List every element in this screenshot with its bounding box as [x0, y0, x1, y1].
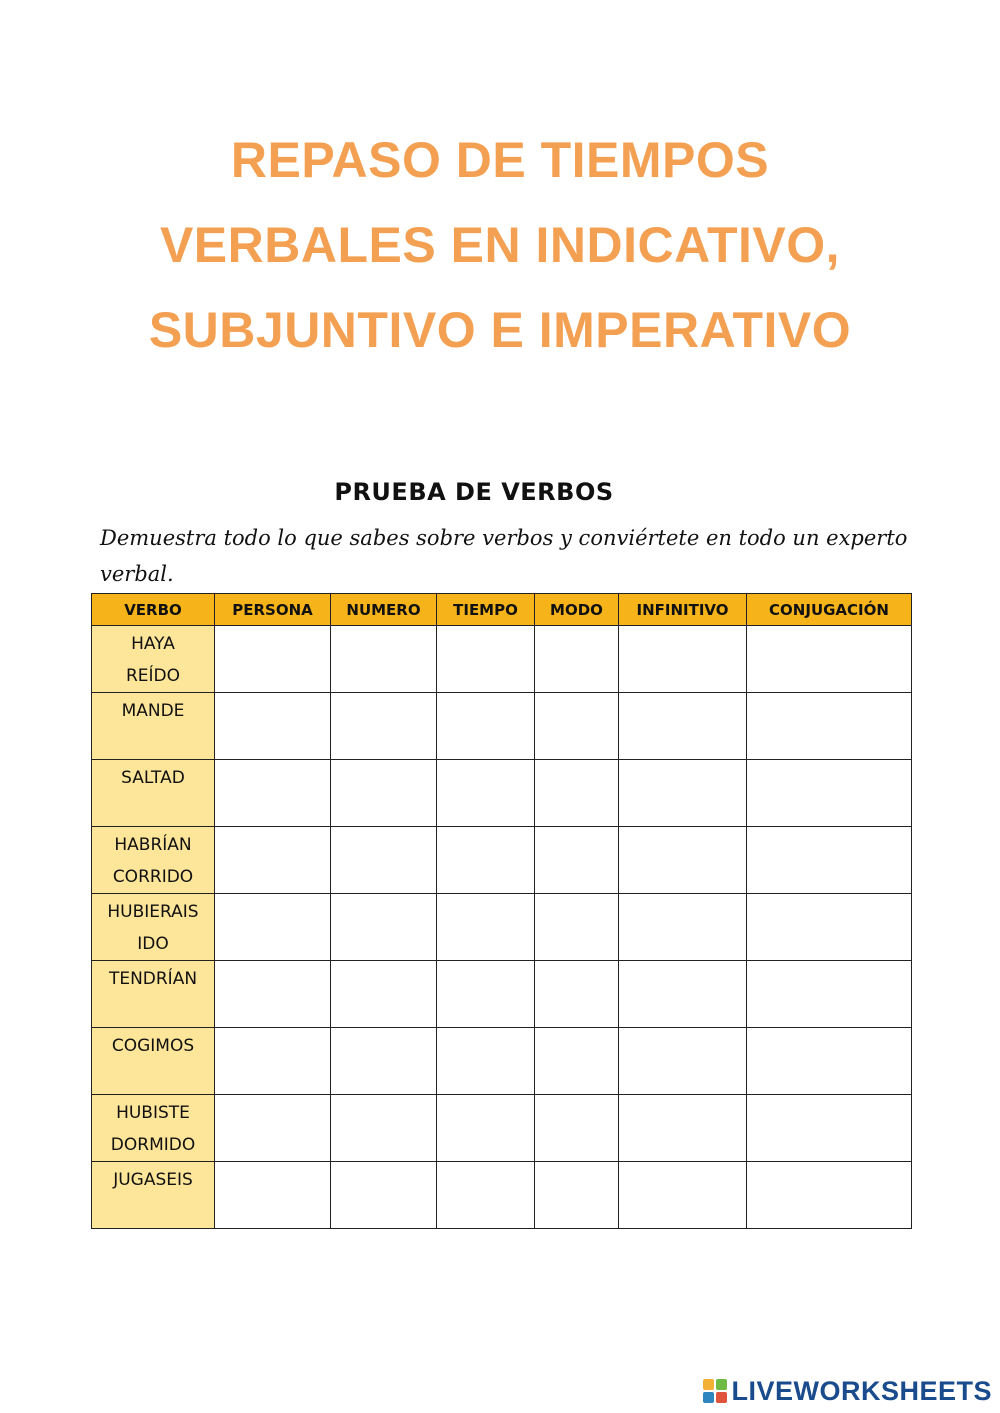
answer-cell-conjugacion[interactable]	[747, 827, 912, 894]
answer-cell-modo[interactable]	[535, 626, 619, 693]
answer-cell-infinitivo[interactable]	[619, 961, 747, 1028]
answer-cell-tiempo[interactable]	[437, 1162, 535, 1229]
table-row	[92, 894, 912, 961]
answer-cell-modo[interactable]	[535, 1162, 619, 1229]
answer-cell-numero[interactable]	[331, 760, 437, 827]
answer-cell-infinitivo[interactable]	[619, 1162, 747, 1229]
header-numero: NUMERO	[331, 594, 437, 626]
verb-text: JUGASEIS	[113, 1170, 193, 1190]
verb-text: HUBISTE	[116, 1103, 190, 1123]
answer-cell-tiempo[interactable]	[437, 760, 535, 827]
verb-cell	[92, 1095, 215, 1162]
logo-square	[716, 1392, 727, 1403]
verb-cell	[92, 1162, 215, 1229]
verb-cell	[92, 626, 215, 693]
answer-cell-persona[interactable]	[215, 760, 331, 827]
table-row	[92, 1028, 912, 1095]
answer-cell-modo[interactable]	[535, 894, 619, 961]
answer-cell-tiempo[interactable]	[437, 1095, 535, 1162]
verb-text: REÍDO	[125, 666, 181, 686]
answer-cell-persona[interactable]	[215, 693, 331, 760]
verb-cell	[92, 760, 215, 827]
verb-text: SALTAD	[121, 768, 185, 788]
title-line: VERBALES EN INDICATIVO,	[159, 217, 841, 273]
table-row	[92, 760, 912, 827]
answer-cell-persona[interactable]	[215, 1095, 331, 1162]
verb-text: CORRIDO	[112, 867, 194, 887]
verb-cell	[92, 1028, 215, 1095]
header-tiempo: TIEMPO	[437, 594, 535, 626]
answer-cell-persona[interactable]	[215, 1028, 331, 1095]
verb-text: IDO	[137, 934, 169, 954]
answer-cell-conjugacion[interactable]	[747, 760, 912, 827]
brand-name: LIVEWORKSHEETS	[731, 1375, 992, 1406]
answer-cell-modo[interactable]	[535, 1095, 619, 1162]
table-header-row	[92, 594, 912, 626]
verb-text: HAYA	[131, 634, 175, 654]
answer-cell-conjugacion[interactable]	[747, 1095, 912, 1162]
answer-cell-numero[interactable]	[331, 1162, 437, 1229]
answer-cell-conjugacion[interactable]	[747, 693, 912, 760]
answer-cell-persona[interactable]	[215, 1162, 331, 1229]
table-row	[92, 1162, 912, 1229]
answer-cell-infinitivo[interactable]	[619, 827, 747, 894]
table-row	[92, 827, 912, 894]
answer-cell-modo[interactable]	[535, 760, 619, 827]
answer-cell-modo[interactable]	[535, 827, 619, 894]
answer-cell-numero[interactable]	[331, 961, 437, 1028]
verb-text: MANDE	[121, 701, 185, 721]
logo-square	[703, 1392, 714, 1403]
answer-cell-infinitivo[interactable]	[619, 1028, 747, 1095]
answer-cell-tiempo[interactable]	[437, 894, 535, 961]
answer-cell-infinitivo[interactable]	[619, 1095, 747, 1162]
verb-text: HABRÍAN	[114, 835, 192, 855]
answer-cell-tiempo[interactable]	[437, 1028, 535, 1095]
answer-cell-conjugacion[interactable]	[747, 1162, 912, 1229]
answer-cell-infinitivo[interactable]	[619, 693, 747, 760]
table-row	[92, 1095, 912, 1162]
answer-cell-persona[interactable]	[215, 626, 331, 693]
verb-text: COGIMOS	[111, 1036, 195, 1056]
answer-cell-conjugacion[interactable]	[747, 626, 912, 693]
table-row	[92, 626, 912, 693]
title-line: SUBJUNTIVO E IMPERATIVO	[148, 302, 852, 358]
table-row	[92, 693, 912, 760]
verb-text: TENDRÍAN	[108, 969, 198, 989]
answer-cell-tiempo[interactable]	[437, 693, 535, 760]
answer-cell-modo[interactable]	[535, 961, 619, 1028]
answer-cell-numero[interactable]	[331, 1028, 437, 1095]
table-row	[92, 961, 912, 1028]
header-modo: MODO	[535, 594, 619, 626]
verb-cell	[92, 693, 215, 760]
answer-cell-tiempo[interactable]	[437, 626, 535, 693]
answer-cell-conjugacion[interactable]	[747, 1028, 912, 1095]
answer-cell-tiempo[interactable]	[437, 827, 535, 894]
answer-cell-numero[interactable]	[331, 894, 437, 961]
verb-text: HUBIERAIS	[107, 902, 199, 922]
answer-cell-numero[interactable]	[331, 626, 437, 693]
verb-cell	[92, 894, 215, 961]
header-conjugacion: CONJUGACIÓN	[747, 594, 912, 626]
instructions-text: Demuestra todo lo que sabes sobre verbos y conviértete en todo un experto verbal.	[100, 526, 908, 586]
answer-cell-modo[interactable]	[535, 1028, 619, 1095]
answer-cell-conjugacion[interactable]	[747, 894, 912, 961]
verb-cell	[92, 961, 215, 1028]
answer-cell-infinitivo[interactable]	[619, 894, 747, 961]
logo-square	[716, 1379, 727, 1390]
answer-cell-conjugacion[interactable]	[747, 961, 912, 1028]
header-persona: PERSONA	[215, 594, 331, 626]
verb-text: DORMIDO	[110, 1135, 196, 1155]
worksheet-title	[0, 118, 1000, 373]
answer-cell-persona[interactable]	[215, 894, 331, 961]
liveworksheets-brand	[703, 1375, 992, 1407]
test-heading: PRUEBA DE VERBOS	[334, 478, 614, 506]
liveworksheets-logo-icon	[703, 1379, 727, 1403]
title-line: REPASO DE TIEMPOS	[230, 132, 770, 188]
answer-cell-numero[interactable]	[331, 693, 437, 760]
answer-cell-modo[interactable]	[535, 693, 619, 760]
logo-square	[703, 1379, 714, 1390]
answer-cell-tiempo[interactable]	[437, 961, 535, 1028]
header-infinitivo: INFINITIVO	[619, 594, 747, 626]
verb-cell	[92, 827, 215, 894]
answer-cell-numero[interactable]	[331, 827, 437, 894]
verb-table	[91, 593, 912, 1229]
header-verbo: VERBO	[92, 594, 215, 626]
answer-cell-infinitivo[interactable]	[619, 626, 747, 693]
answer-cell-persona[interactable]	[215, 961, 331, 1028]
answer-cell-infinitivo[interactable]	[619, 760, 747, 827]
answer-cell-numero[interactable]	[331, 1095, 437, 1162]
answer-cell-persona[interactable]	[215, 827, 331, 894]
